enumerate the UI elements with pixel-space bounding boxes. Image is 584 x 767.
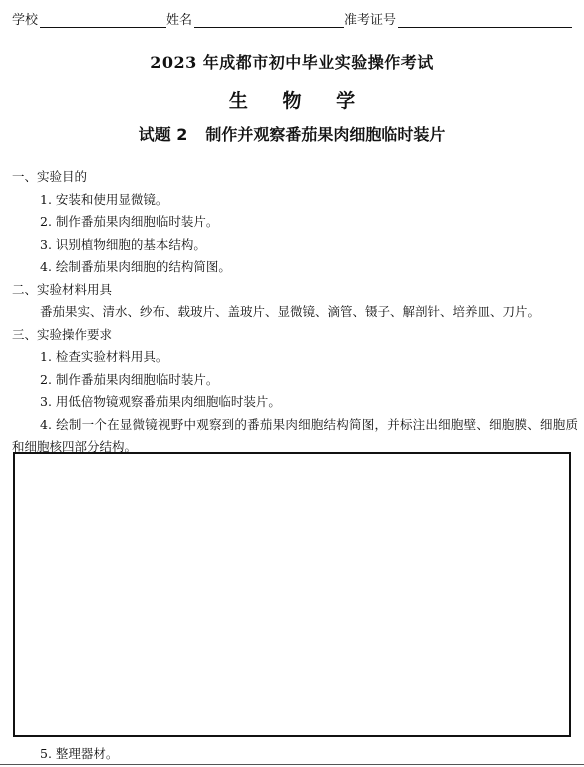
question-title (0, 122, 584, 145)
exam-id-field (344, 9, 572, 28)
subject-title: 生 物 学 (228, 90, 370, 112)
question-name: 制作并观察番茄果肉细胞临时装片 (205, 125, 446, 144)
exam-id-label: 准考证号 (344, 13, 397, 28)
drawing-area[interactable] (13, 452, 571, 737)
name-label: 姓名 (166, 13, 193, 28)
section-heading-purpose: 一、实验目的 (12, 169, 88, 184)
school-label: 学校 (12, 13, 39, 28)
list-item: 4. 绘制番茄果肉细胞的结构简图。 (40, 259, 231, 274)
list-item: 3. 识别植物细胞的基本结构。 (40, 236, 206, 252)
question-number: 试题 2 (138, 125, 188, 144)
exam-content (12, 166, 578, 459)
bottom-divider (0, 764, 584, 765)
requirement-item-5: 5. 整理器材。 (40, 746, 119, 761)
section-heading-requirements: 三、实验操作要求 (12, 326, 113, 342)
exam-id-blank[interactable] (398, 11, 572, 28)
exam-title: 2023 年成都市初中毕业实验操作考试 (150, 53, 434, 72)
name-field (166, 9, 344, 28)
list-item: 3. 用低倍物镜观察番茄果肉细胞临时装片。 (40, 394, 281, 409)
list-item: 1. 检查实验材料用具。 (40, 349, 169, 364)
school-field (12, 9, 166, 28)
requirement-item-4: 4. 绘制一个在显微镜视野中观察到的番茄果肉细胞结构简图，并标注出细胞壁、细胞膜、细胞质和细胞核四部分结构。 (12, 416, 578, 454)
section-heading-materials: 二、实验材料用具 (12, 281, 113, 297)
list-item: 2. 制作番茄果肉细胞临时装片。 (40, 371, 219, 387)
list-item: 1. 安装和使用显微镜。 (40, 191, 169, 207)
name-blank[interactable] (194, 11, 344, 28)
header-row (12, 6, 572, 28)
school-blank[interactable] (40, 11, 166, 28)
list-item: 2. 制作番茄果肉细胞临时装片。 (40, 214, 219, 229)
materials-list: 番茄果实、清水、纱布、载玻片、盖玻片、显微镜、滴管、镊子、解剖针、培养皿、刀片。 (40, 304, 541, 319)
